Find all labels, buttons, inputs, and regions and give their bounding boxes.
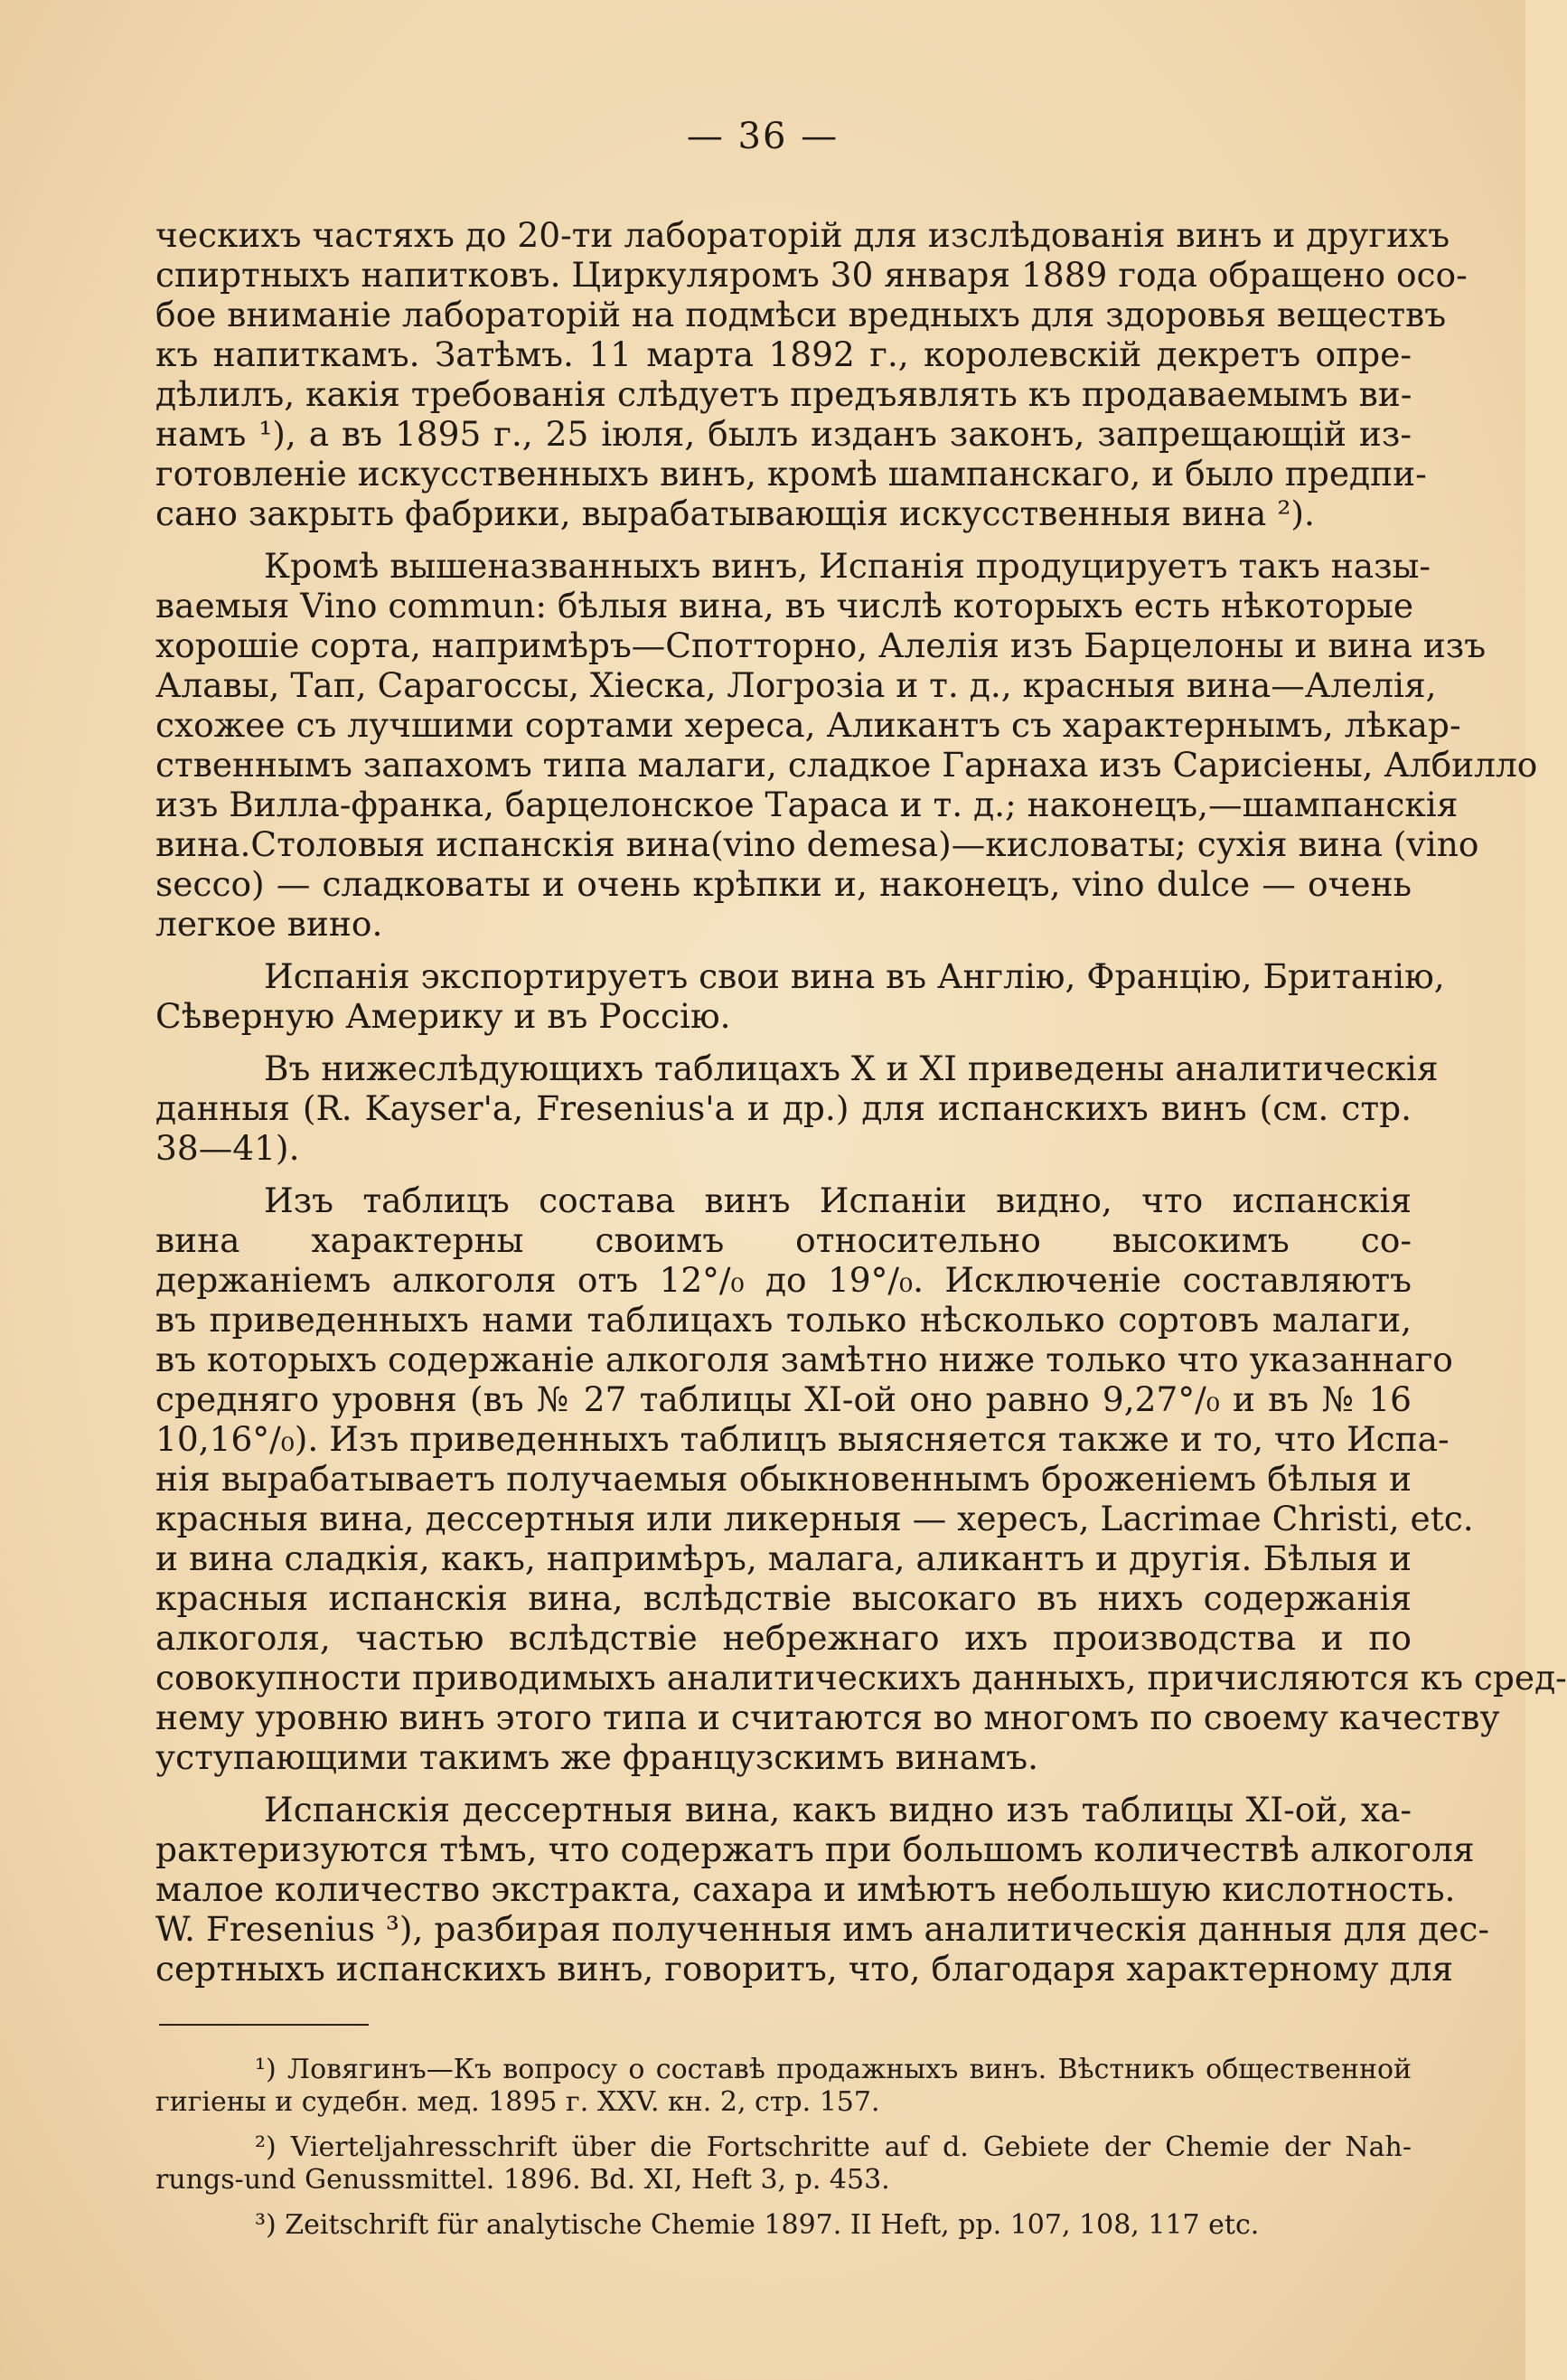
footnote-line: гигіены и судебн. мед. 1895 г. XXV. кн. 2, стр. 157. [155, 2086, 880, 2118]
text-line: вина характерны своимъ относительно высокимъ со- [155, 1220, 1412, 1260]
text-line: Въ нижеслѣдующихъ таблицахъ X и XI приведены аналитическія [264, 1049, 1439, 1088]
text-line: готовленіе искусственныхъ винъ, кромѣ шампанскаго, и было предпи- [155, 454, 1427, 494]
footnotes [155, 2054, 1412, 2242]
text-line: совокупности приводимыхъ аналитическихъ данныхъ, причисляются къ сред- [155, 1658, 1567, 1698]
text-line: ваемыя Vino commun: бѣлыя вина, въ числѣ которыхъ есть нѣкоторые [155, 586, 1414, 626]
paragraph [155, 546, 1538, 944]
text-line: 38—41). [155, 1128, 300, 1168]
text-line: сертныхъ испанскихъ винъ, говоритъ, что, благодаря характерному для [155, 1949, 1454, 1989]
text-line: красныя вина, дессертныя или ликерныя — хересъ, Lacrimae Christi, etc. [155, 1499, 1474, 1538]
footnote-line: ³) Zeitschrift für analytische Chemie 1897. II Heft, pp. 107, 108, 117 etc. [255, 2209, 1260, 2241]
text-line: къ напиткамъ. Затѣмъ. 11 марта 1892 г., королевскій декретъ опре- [155, 334, 1412, 374]
text-line: уступающими такимъ же французскимъ винамъ. [155, 1737, 1039, 1777]
text-line: въ которыхъ содержаніе алкоголя замѣтно ниже только что указаннаго [155, 1340, 1453, 1379]
paragraph [155, 1790, 1490, 1989]
text-line: Испанскія дессертныя вина, какъ видно изъ таблицы XI-ой, ха- [264, 1790, 1412, 1830]
footnote-separator [159, 2024, 369, 2026]
footnote-line: ²) Vierteljahresschrift über die Fortschritte auf d. Gebiete der Chemie der Nah- [255, 2131, 1412, 2163]
main-text [155, 215, 1567, 1989]
text-line: ческихъ частяхъ до 20-ти лабораторій для изслѣдованія винъ и другихъ [155, 215, 1450, 255]
page-number: — 36 — [686, 116, 840, 157]
paragraph [155, 215, 1468, 533]
text-line: ственнымъ запахомъ типа малаги, сладкое Гарнаха изъ Сарисіены, Албилло [155, 745, 1538, 785]
text-line: Изъ таблицъ состава винъ Испаніи видно, что испанскія [264, 1181, 1412, 1220]
text-line: средняго уровня (въ № 27 таблицы XI-ой оно равно 9,27°/₀ и въ № 16 [155, 1379, 1412, 1419]
text-line: намъ ¹), а въ 1895 г., 25 іюля, былъ изданъ законъ, запрещающій из- [155, 414, 1412, 454]
paragraph [155, 956, 1445, 1036]
text-line: Алавы, Тап, Сарагоссы, Хіеска, Логрозіа и т. д., красныя вина—Алелія, [155, 665, 1437, 705]
text-line: красныя испанскія вина, вслѣдствіе высокаго въ нихъ содержанія [155, 1578, 1412, 1618]
text-line: сано закрыть фабрики, вырабатывающія искусственныя вина ²). [155, 494, 1315, 533]
text-line: нія вырабатываетъ получаемыя обыкновеннымъ броженіемъ бѣлыя и [155, 1459, 1412, 1499]
text-line: дѣлилъ, какія требованія слѣдуетъ предъявлять къ продаваемымъ ви- [155, 374, 1412, 414]
text-line: вина.Столовыя испанскія вина(vino demesa)—кисловаты; сухія вина (vino [155, 824, 1479, 864]
text-line: спиртныхъ напитковъ. Циркуляромъ 30 января 1889 года обращено осо- [155, 255, 1468, 295]
footnote [155, 2209, 1412, 2242]
text-line: W. Fresenius ³), разбирая полученныя имъ аналитическія данныя для дес- [155, 1909, 1490, 1949]
paragraph [155, 1181, 1567, 1777]
text-line: изъ Вилла-франка, барцелонское Тараса и т. д.; наконецъ,—шампанскія [155, 785, 1459, 824]
paragraph [155, 1049, 1439, 1168]
text-line: Кромѣ вышеназванныхъ винъ, Испанія продуцируетъ такъ назы- [264, 546, 1431, 586]
text-line: Испанія экспортируетъ свои вина въ Англію, Францію, Британію, [264, 956, 1445, 996]
text-line: малое количество экстракта, сахара и имѣютъ небольшую кислотность. [155, 1869, 1456, 1909]
footnote [155, 2054, 1412, 2119]
text-line: схожее съ лучшими сортами хереса, Аликантъ съ характернымъ, лѣкар- [155, 705, 1461, 745]
footnote-line: rungs-und Genussmittel. 1896. Bd. XI, Heft 3, p. 453. [155, 2164, 890, 2196]
footnote-line: ¹) Ловягинъ—Къ вопросу о составѣ продажныхъ винъ. Вѣстникъ общественной [255, 2054, 1412, 2085]
text-line: 10,16°/₀). Изъ приведенныхъ таблицъ выясняется также и то, что Испа- [155, 1419, 1450, 1459]
text-line: нему уровню винъ этого типа и считаются во многомъ по своему качеству [155, 1698, 1500, 1737]
text-line: Сѣверную Америку и въ Россію. [155, 996, 731, 1036]
text-line: secco) — сладковаты и очень крѣпки и, наконецъ, vino dulce — очень [155, 864, 1412, 904]
text-line: хорошіе сорта, напримѣръ—Спотторно, Алелія изъ Барцелоны и вина изъ [155, 626, 1487, 665]
text-line: легкое вино. [155, 904, 383, 944]
text-line: бое вниманіе лабораторій на подмѣси вредныхъ для здоровья веществъ [155, 295, 1447, 334]
text-line: держаніемъ алкоголя отъ 12°/₀ до 19°/₀. Исключеніе составляютъ [155, 1260, 1412, 1300]
text-line: и вина сладкія, какъ, напримѣръ, малага, аликантъ и другія. Бѣлыя и [155, 1538, 1412, 1578]
text-line: рактеризуются тѣмъ, что содержатъ при большомъ количествѣ алкоголя [155, 1830, 1475, 1869]
footnote [155, 2131, 1412, 2197]
text-line: въ приведенныхъ нами таблицахъ только нѣсколько сортовъ малаги, [155, 1300, 1412, 1340]
text-line: данныя (R. Kayser'а, Fresenius'а и др.) для испанскихъ винъ (см. стр. [155, 1088, 1412, 1128]
text-line: алкоголя, частью вслѣдствіе небрежнаго ихъ производства и по [155, 1618, 1412, 1658]
